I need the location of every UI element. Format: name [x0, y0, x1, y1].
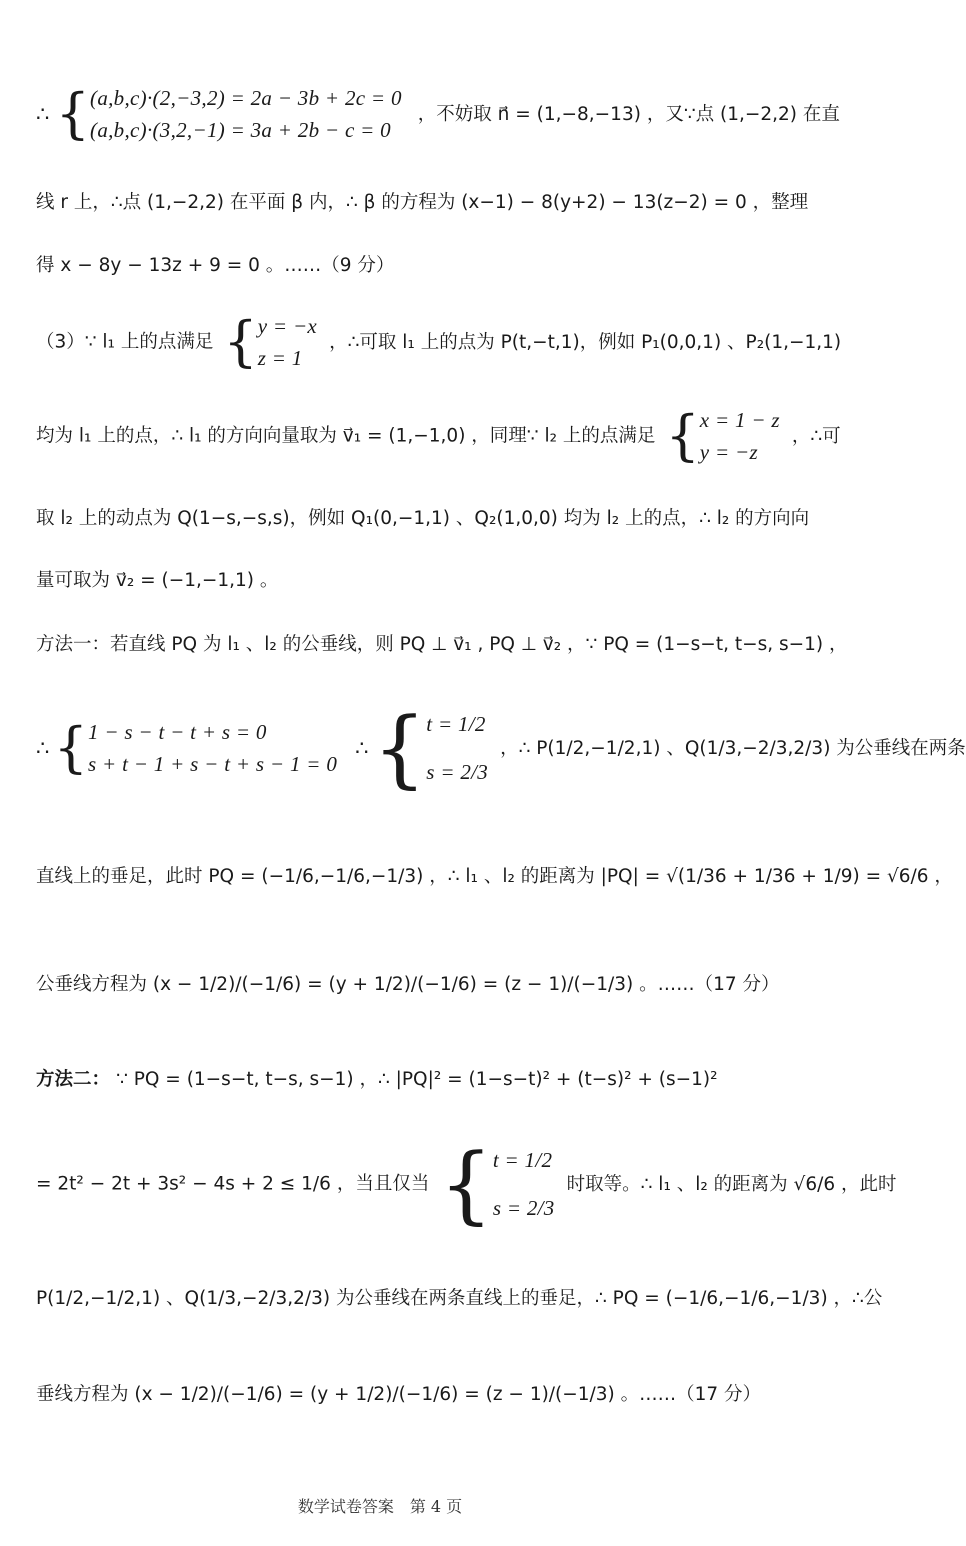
equation-row: (a,b,c)·(2,−3,2) = 2a − 3b + 2c = 0: [90, 85, 402, 110]
method1-line2: [36, 700, 966, 796]
therefore-symbol: ∴: [36, 735, 50, 760]
method2-line4: 垂线方程为 (x − 1/2)/(−1/6) = (y + 1/2)/(−1/6) = (z − 1)/(−1/3) 。……（17 分）: [36, 1384, 762, 1405]
method2-line2: [36, 1136, 897, 1232]
equation-row: 1 − s − t − t + s = 0: [88, 719, 267, 744]
solution-row: s = 2/3: [426, 759, 489, 784]
left-brace-icon: {: [372, 699, 427, 797]
method2-line3: P(1/2,−1/2,1) 、Q(1/3,−2/3,2/3) 为公垂线在两条直线上的垂足，∴ PQ = (−1/6,−1/6,−1/3) ，∴公: [36, 1288, 883, 1309]
left-brace-icon: {: [439, 1135, 493, 1233]
left-brace-icon: {: [223, 310, 258, 373]
method2-line2b: 时取等。∴ l₁ 、l₂ 的距离为 √6/6 ，此时: [566, 1173, 897, 1195]
method2-line1: [36, 1065, 718, 1091]
part3-line2: [36, 404, 841, 468]
solution-row: t = 1/2: [492, 1147, 553, 1172]
part3-tail: ，∴可取 l₁ 上的点为 P(t,−t,1)，例如 P₁(0,0,1) 、P₂(1,−1,1): [329, 331, 842, 353]
part3-head: （3）∵ l₁ 上的点满足: [36, 331, 214, 353]
part3-line1: [36, 310, 841, 374]
para2-line2: 得 x − 8y − 13z + 9 = 0 。……（9 分）: [36, 255, 395, 276]
solution-row: t = 1/2: [426, 711, 486, 736]
left-brace-icon: {: [55, 82, 91, 145]
condition-row: y = −z: [699, 439, 758, 464]
condition-row: x = 1 − z: [699, 407, 780, 432]
condition-row: y = −x: [257, 313, 318, 338]
method1-line4: 公垂线方程为 (x − 1/2)/(−1/6) = (y + 1/2)/(−1/6) = (z − 1)/(−1/3) 。……（17 分）: [36, 974, 780, 995]
part3-line3: 取 l₂ 上的动点为 Q(1−s,−s,s)，例如 Q₁(0,−1,1) 、Q₂(1,0,0) 均为 l₂ 上的点，∴ l₂ 的方向向: [36, 508, 810, 529]
para2-line1: 线 r 上，∴点 (1,−2,2) 在平面 β 内，∴ β 的方程为 (x−1) − 8(y+2) − 13(z−2) = 0 ，整理: [36, 192, 809, 213]
equation-row: (a,b,c)·(3,2,−1) = 3a + 2b − c = 0: [90, 117, 391, 142]
method1-line1: 方法一：若直线 PQ 为 l₁ 、l₂ 的公垂线，则 PQ ⊥ v⃗₁ , PQ ⊥ v⃗₂ ，∵ PQ = (1−s−t, t−s, s−1) ，: [36, 634, 848, 655]
method1-line3: 直线上的垂足，此时 PQ = (−1/6,−1/6,−1/3) ，∴ l₁ 、l₂ 的距离为 |PQ| = √(1/36 + 1/36 + 1/9) = √6/6 ，: [36, 866, 953, 887]
therefore-symbol: ∴: [355, 735, 369, 760]
left-brace-icon: {: [53, 716, 89, 779]
part3-line2b: ，∴可: [791, 425, 841, 447]
method2-label: 方法二：: [36, 1069, 111, 1090]
left-brace-icon: {: [665, 404, 700, 467]
method2-line2a: = 2t² − 2t + 3s² − 4s + 2 ≤ 1/6 ，当且仅当: [36, 1173, 430, 1195]
page-footer: 数学试卷答案 第 4 页: [297, 1497, 463, 1516]
para1-line: [36, 82, 840, 146]
solution-row: s = 2/3: [492, 1195, 555, 1220]
para1-tail: ，不妨取 n⃗ = (1,−8,−13) ，又∵点 (1,−2,2) 在直: [417, 103, 840, 125]
method2-line1-text: ∵ PQ = (1−s−t, t−s, s−1) ，∴ |PQ|² = (1−s−t)² + (t−s)² + (s−1)²: [116, 1069, 718, 1090]
part3-line2a: 均为 l₁ 上的点，∴ l₁ 的方向向量取为 v⃗₁ = (1,−1,0) ，同理∵ l₂ 上的点满足: [36, 425, 656, 447]
therefore-symbol: ∴: [36, 101, 50, 126]
part3-line4: 量可取为 v⃗₂ = (−1,−1,1) 。: [36, 570, 279, 591]
condition-row: z = 1: [257, 345, 303, 370]
equation-row: s + t − 1 + s − t + s − 1 = 0: [88, 751, 338, 776]
method1-line2-tail: ，∴ P(1/2,−1/2,1) 、Q(1/3,−2/3,2/3) 为公垂线在两条: [500, 737, 966, 759]
